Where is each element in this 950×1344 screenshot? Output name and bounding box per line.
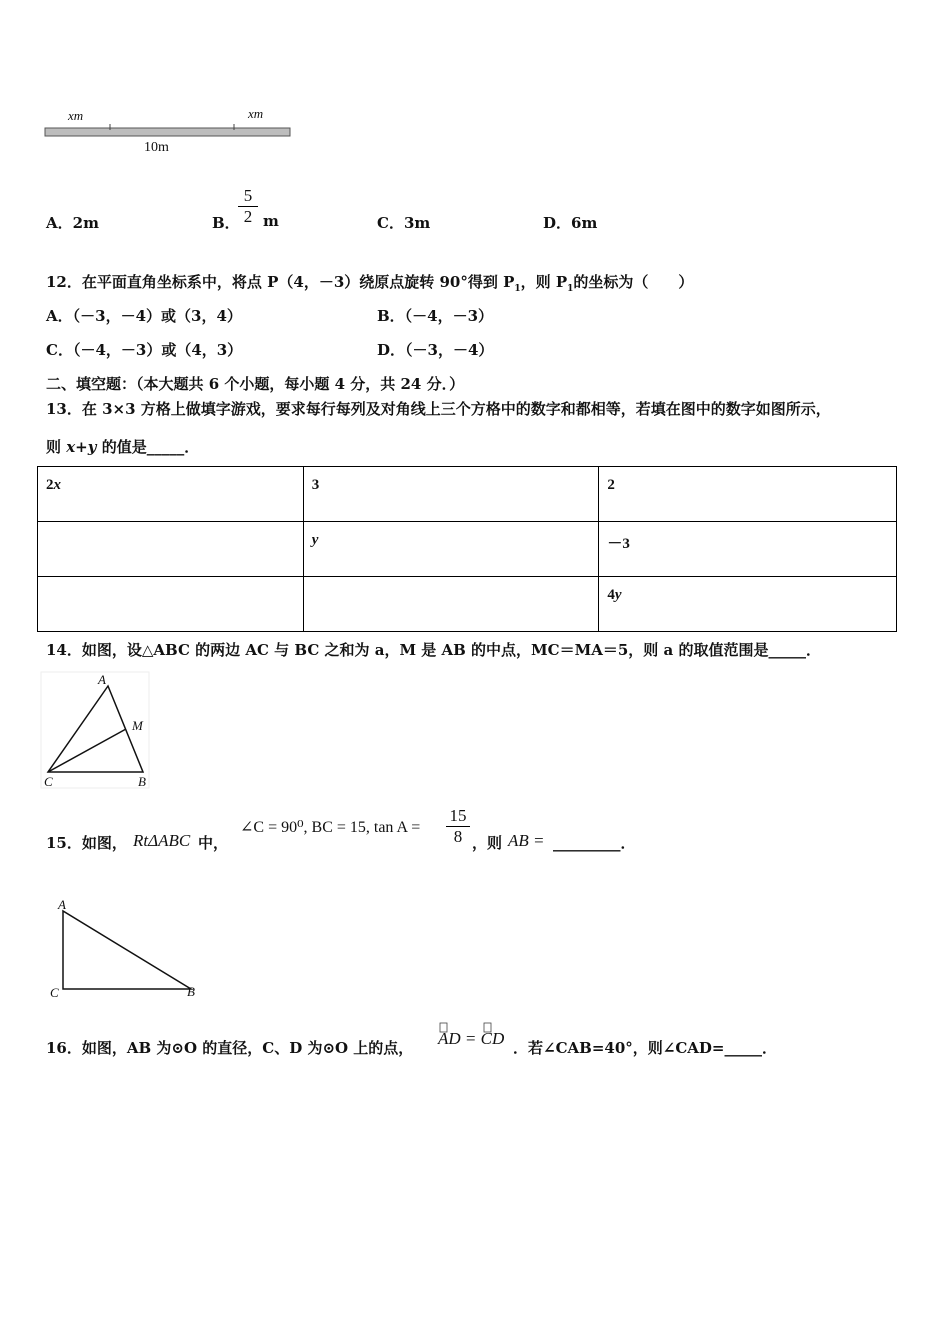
q15-prefix: 15．如图， — [46, 834, 127, 852]
q12-stem: 12．在平面直角坐标系中，将点 P（4，－3）绕原点旋转 90°得到 $P_1$，则 $P_1$的坐标为（ ） — [46, 273, 694, 294]
grid-cell: 2x — [38, 467, 304, 522]
q11-option-d[interactable]: D．6m — [543, 214, 598, 232]
q14-figure — [40, 670, 160, 795]
q14-label-b: B — [138, 774, 146, 789]
q15-blank[interactable]: _________． — [553, 834, 636, 852]
q15-ab: AB = — [508, 831, 545, 850]
grid-cell: 2 — [599, 467, 897, 522]
q16-prefix: 16．如图，AB 为⊙O 的直径，C、D 为⊙O 上的点， — [46, 1039, 414, 1057]
grid-cell — [38, 522, 304, 577]
grid-cell: 3 — [303, 467, 599, 522]
grid-cell: y — [303, 522, 599, 577]
grid-cell: －3 — [599, 522, 897, 577]
q13-grid — [37, 466, 897, 632]
q15-middle: 中， — [198, 834, 229, 852]
q11-option-b-fraction — [238, 186, 258, 227]
q15-fraction — [446, 806, 470, 847]
q11-bottom-label: 10m — [144, 140, 169, 155]
q11-option-c[interactable]: C．3m — [377, 214, 431, 232]
q11-figure — [40, 100, 300, 160]
q12-option-c[interactable]: C．（－4，－3）或（4，3） — [46, 341, 243, 359]
q15-frac-den: 8 — [446, 826, 470, 847]
grid-cell: 4y — [599, 577, 897, 632]
q14-label-c: C — [44, 774, 53, 789]
q15-label-b: B — [187, 984, 195, 999]
q15-then: ，则 — [472, 834, 503, 852]
q15-label-a: A — [58, 897, 66, 912]
q14-label-a: A — [98, 672, 106, 687]
q13-stem: 13．在 3×3 方格上做填字游戏，要求每行每列及对角线上三个方格中的数字和都相等，若填在图中的数字如图所示， — [46, 400, 831, 418]
q11-option-b-unit: m — [263, 212, 279, 230]
q11-option-b-prefix: B． — [212, 214, 240, 232]
q11-right-label: xm — [248, 106, 264, 121]
q11-option-b[interactable] — [212, 212, 240, 233]
q13-stem-line2: 则 x+y 的值是_____． — [46, 438, 200, 456]
q15-frac-num: 15 — [449, 806, 467, 825]
q12-option-d[interactable]: D．（－3，－4） — [377, 341, 494, 359]
q11-option-a[interactable]: A．2m — [46, 214, 99, 232]
q11-bar — [40, 100, 300, 140]
q15-figure — [45, 895, 205, 1005]
q15-condition: ∠C = 90⁰, BC = 15, tan A = — [240, 819, 421, 836]
q12-option-b[interactable]: B．（－4，－3） — [377, 307, 494, 325]
table-row — [38, 577, 897, 632]
q11-option-b-den: 2 — [238, 206, 258, 227]
q14-label-m: M — [132, 718, 143, 733]
q16-arc-text: AD = CD — [438, 1029, 505, 1048]
q15-label-c: C — [50, 985, 59, 1000]
q14-stem: 14．如图，设△ABC 的两边 AC 与 BC 之和为 a，M 是 AB 的中点，MC＝MA＝5，则 a 的取值范围是_____． — [46, 641, 821, 659]
table-row — [38, 467, 897, 522]
q16-suffix: ．若∠CAB=40°，则∠CAD=_____． — [513, 1039, 777, 1057]
q15-triangle — [45, 895, 205, 1005]
section-heading: 二、填空题：（本大题共 6 个小题，每小题 4 分，共 24 分．） — [46, 375, 465, 393]
q15-rt-triangle: RtΔABC — [133, 831, 191, 850]
grid-cell — [38, 577, 304, 632]
q11-option-b-num: 5 — [243, 186, 253, 205]
q12-option-a[interactable]: A．（－3，－4）或（3，4） — [46, 307, 242, 325]
grid-cell — [303, 577, 599, 632]
q11-left-label: xm — [68, 108, 84, 123]
table-row — [38, 522, 897, 577]
